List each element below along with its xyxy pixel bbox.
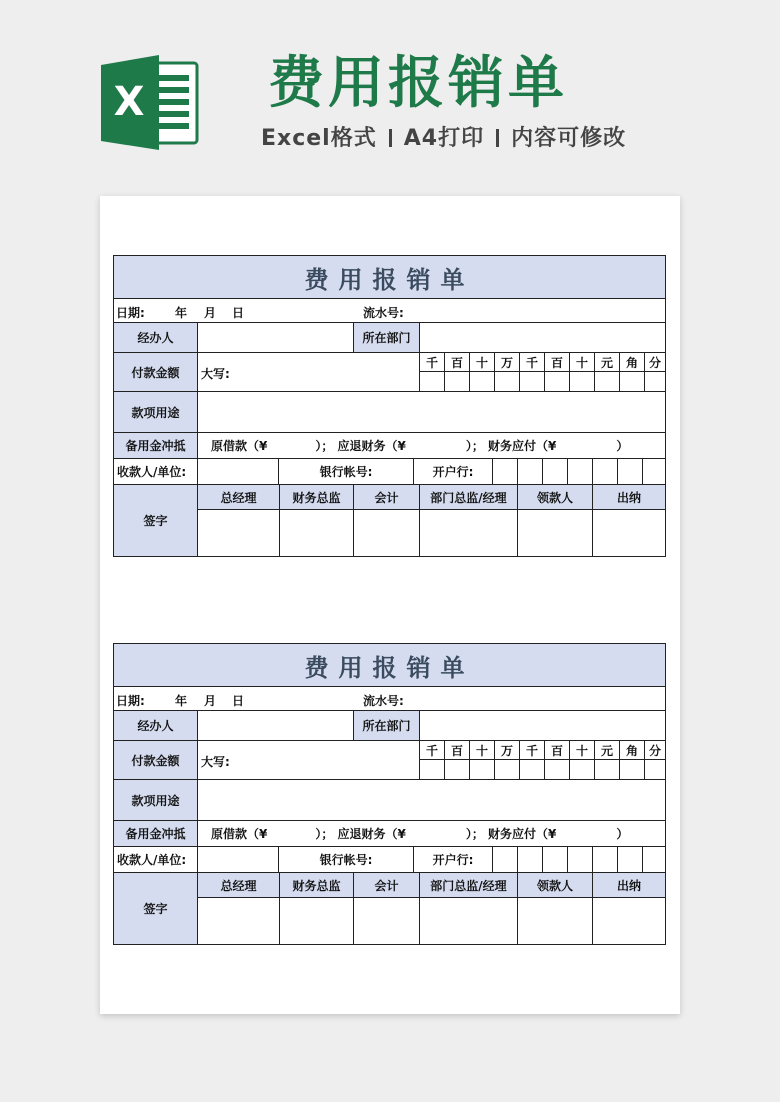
purpose-input[interactable] [197,391,666,433]
digit-input[interactable] [494,759,520,780]
signature-input[interactable] [419,897,518,945]
bank-input[interactable] [542,458,568,485]
digit-header: 分 [644,740,666,760]
signer-label: 部门总监/经理 [419,872,518,898]
sign-label: 签字 [113,872,198,945]
digit-input[interactable] [619,371,645,392]
signature-input[interactable] [353,509,420,557]
digit-header: 百 [444,740,470,760]
bank-input[interactable] [567,846,593,873]
digit-header: 十 [569,740,595,760]
subtitle-print: A4打印 [403,126,485,151]
digit-header: 百 [544,740,570,760]
bank-input[interactable] [592,458,618,485]
signer-label: 会计 [353,484,420,510]
digit-input[interactable] [419,759,445,780]
serial-label: 流水号: [363,306,404,320]
signer-label: 总经理 [197,872,280,898]
document-page [100,196,680,1014]
signer-label: 总经理 [197,484,280,510]
digit-input[interactable] [544,759,570,780]
digit-header: 百 [444,352,470,372]
signature-input[interactable] [592,897,666,945]
digit-input[interactable] [544,371,570,392]
handler-input[interactable] [197,322,354,353]
signature-input[interactable] [197,509,280,557]
day-label: 日 [232,694,245,708]
year-label: 年 [175,306,188,320]
digit-header: 千 [519,352,545,372]
bank-input[interactable] [542,846,568,873]
bank-label: 开户行: [413,846,493,873]
dept-label: 所在部门 [353,710,420,741]
bank-input[interactable] [617,458,643,485]
digit-header: 十 [469,740,495,760]
digit-input[interactable] [569,371,595,392]
bank-input[interactable] [642,458,666,485]
signature-input[interactable] [197,897,280,945]
signer-label: 出纳 [592,484,666,510]
uppercase-input[interactable] [197,352,420,392]
banner-subtitle [261,122,626,156]
bank-input[interactable] [567,458,593,485]
separator-bar [496,129,499,147]
bank-input[interactable] [517,846,543,873]
offset-label: 备用金冲抵 [113,820,198,847]
signer-label: 领款人 [517,872,593,898]
digit-input[interactable] [519,759,545,780]
dept-input[interactable] [419,322,666,353]
form-title: 费用报销单 [113,255,666,299]
digit-header: 角 [619,740,645,760]
digit-header: 千 [419,352,445,372]
purpose-label: 款项用途 [113,779,198,821]
bank-input[interactable] [642,846,666,873]
payee-input[interactable] [197,846,279,873]
signature-input[interactable] [592,509,666,557]
uppercase-label: 大写: [201,367,230,381]
digit-input[interactable] [594,759,620,780]
account-label: 银行帐号: [278,458,414,485]
digit-header: 元 [594,740,620,760]
digit-header: 百 [544,352,570,372]
signer-label: 部门总监/经理 [419,484,518,510]
digit-header: 角 [619,352,645,372]
signer-label: 会计 [353,872,420,898]
bank-input[interactable] [517,458,543,485]
subtitle-editable: 内容可修改 [511,126,627,151]
digit-input[interactable] [469,759,495,780]
offset-label: 备用金冲抵 [113,432,198,459]
digit-input[interactable] [469,371,495,392]
digit-input[interactable] [644,759,666,780]
payee-label: 收款人/单位: [113,846,198,873]
digit-header: 十 [469,352,495,372]
bank-input[interactable] [492,458,518,485]
digit-input[interactable] [444,759,470,780]
digit-input[interactable] [644,371,666,392]
digit-header: 万 [494,740,520,760]
account-label: 银行帐号: [278,846,414,873]
purpose-label: 款项用途 [113,391,198,433]
separator-bar [389,129,392,147]
signature-input[interactable] [517,897,593,945]
bank-input[interactable] [617,846,643,873]
form-title: 费用报销单 [113,643,666,687]
digit-header: 千 [419,740,445,760]
digit-input[interactable] [619,759,645,780]
digit-input[interactable] [494,371,520,392]
day-label: 日 [232,306,245,320]
date-label: 日期: [116,306,145,320]
year-label: 年 [175,694,188,708]
digit-input[interactable] [569,759,595,780]
signature-input[interactable] [279,897,354,945]
month-label: 月 [204,306,217,320]
uppercase-label: 大写: [201,755,230,769]
sign-label: 签字 [113,484,198,557]
svg-text:X: X [113,79,145,125]
handler-label: 经办人 [113,710,198,741]
signature-input[interactable] [279,509,354,557]
offset-text: 原借款（¥ ）； 应退财务（¥ ）； 财务应付（¥ ） [197,820,666,847]
digit-input[interactable] [419,371,445,392]
payee-label: 收款人/单位: [113,458,198,485]
banner-title: 费用报销单 [268,51,568,116]
dept-input[interactable] [419,710,666,741]
month-label: 月 [204,694,217,708]
date-label: 日期: [116,694,145,708]
digit-input[interactable] [444,371,470,392]
dept-label: 所在部门 [353,322,420,353]
signer-label: 出纳 [592,872,666,898]
signature-input[interactable] [353,897,420,945]
signer-label: 领款人 [517,484,593,510]
digit-header: 十 [569,352,595,372]
signature-input[interactable] [419,509,518,557]
digit-input[interactable] [594,371,620,392]
header-banner [0,0,780,170]
uppercase-input[interactable] [197,740,420,780]
signer-label: 财务总监 [279,872,354,898]
purpose-input[interactable] [197,779,666,821]
digit-header: 元 [594,352,620,372]
serial-label: 流水号: [363,694,404,708]
handler-input[interactable] [197,710,354,741]
payee-input[interactable] [197,458,279,485]
bank-input[interactable] [592,846,618,873]
signature-input[interactable] [517,509,593,557]
bank-input[interactable] [492,846,518,873]
amount-label: 付款金额 [113,352,198,392]
handler-label: 经办人 [113,322,198,353]
signer-label: 财务总监 [279,484,354,510]
digit-header: 万 [494,352,520,372]
digit-header: 分 [644,352,666,372]
digit-input[interactable] [519,371,545,392]
subtitle-format: Excel格式 [261,126,377,151]
amount-label: 付款金额 [113,740,198,780]
digit-header: 千 [519,740,545,760]
excel-icon [101,55,201,150]
offset-text: 原借款（¥ ）； 应退财务（¥ ）； 财务应付（¥ ） [197,432,666,459]
bank-label: 开户行: [413,458,493,485]
